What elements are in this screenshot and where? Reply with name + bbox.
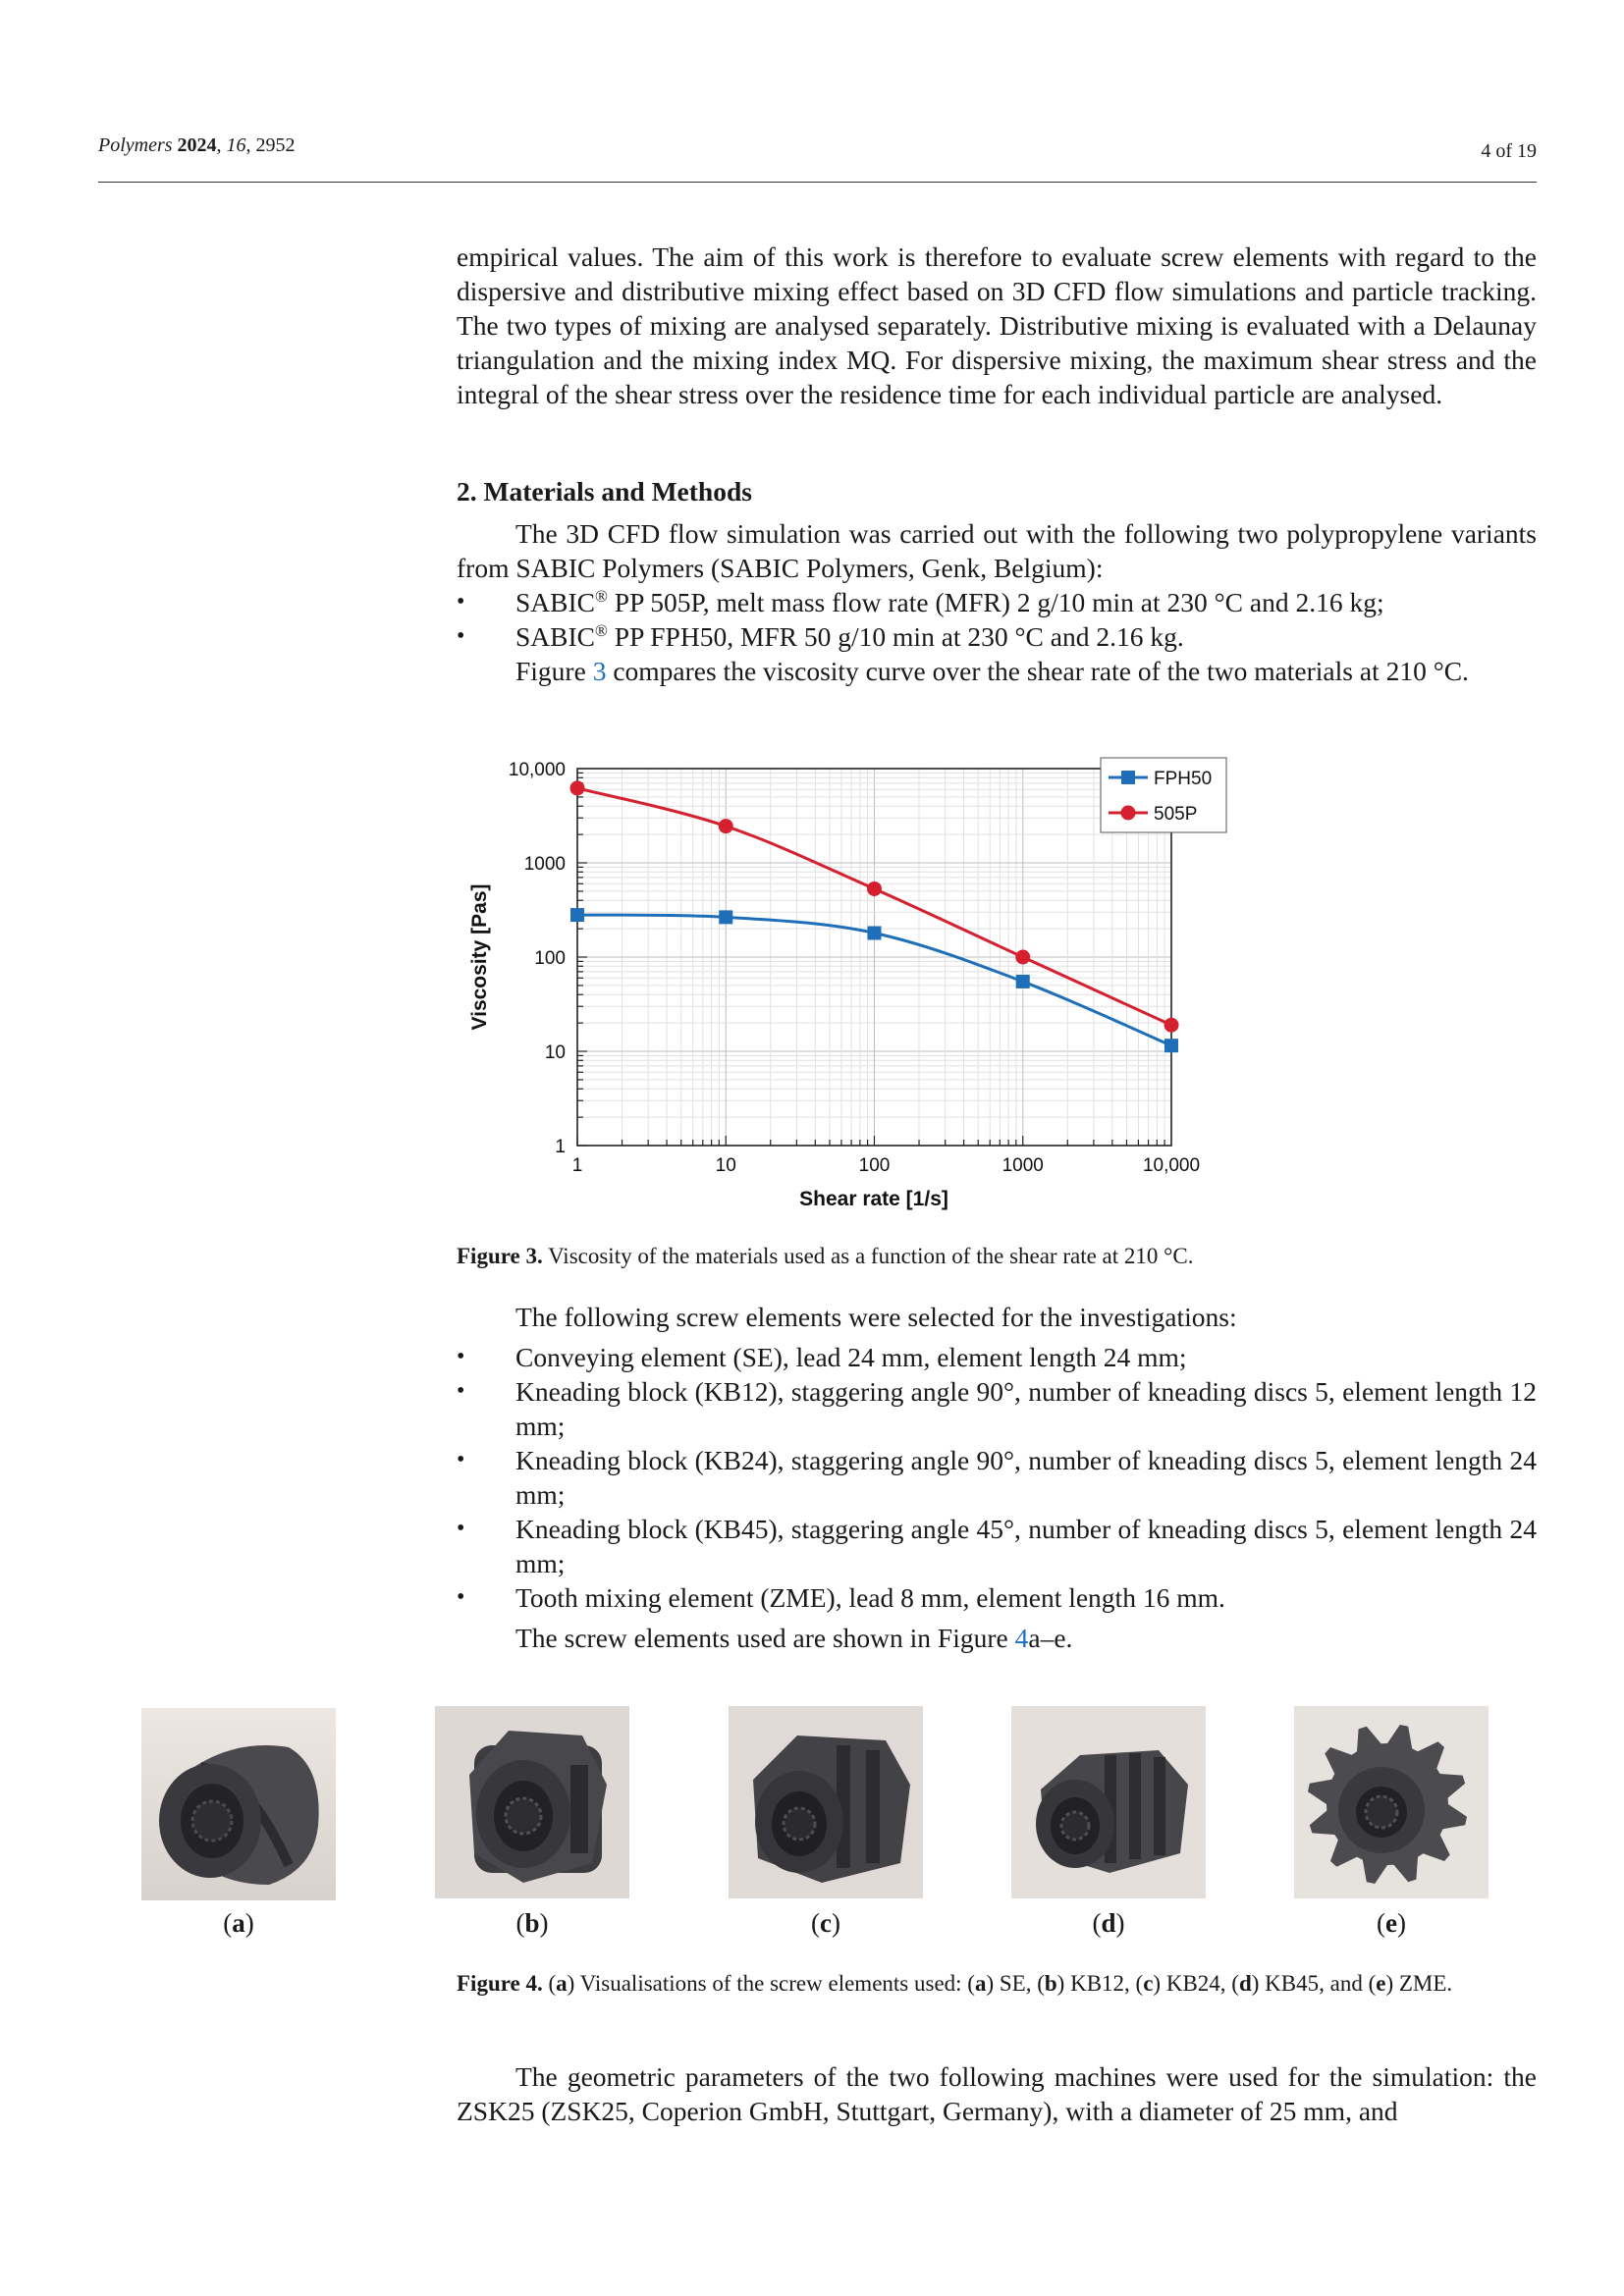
- data-point-505p: [570, 780, 585, 795]
- screw-photo-zme: [1294, 1706, 1489, 1898]
- materials-list: [457, 585, 1537, 654]
- figure3-reference-paragraph: Figure 3 compares the viscosity curve over the shear rate of the two materials at 210 °C.: [515, 656, 1469, 686]
- data-point-fph50: [1164, 1039, 1178, 1052]
- data-point-505p: [1015, 950, 1030, 965]
- data-point-505p: [1164, 1018, 1179, 1033]
- y-tick-label: 100: [534, 948, 566, 969]
- y-tick-labels: [509, 760, 566, 1157]
- list-item: • Tooth mixing element (ZME), lead 8 mm, element length 16 mm.: [457, 1580, 1537, 1615]
- data-point-fph50: [570, 908, 584, 922]
- data-point-fph50: [1016, 975, 1030, 988]
- journal-citation: Polymers 2024, 16, 2952: [98, 134, 296, 156]
- data-point-fph50: [868, 926, 882, 939]
- page-number: 4 of 19: [1481, 140, 1537, 162]
- figure4-caption-block: [457, 1967, 1537, 2000]
- data-point-505p: [867, 881, 882, 896]
- figure4-caption: Figure 4. (a) Visualisations of the screw elements used: (a) SE, (b) KB12, (c) KB24, (d) KB45, and (e) ZME.: [457, 1971, 1453, 1996]
- legend-marker: [1121, 771, 1135, 784]
- data-point-fph50: [719, 910, 732, 924]
- chart-legend: [1101, 758, 1226, 832]
- x-axis-title: Shear rate [1/s]: [799, 1188, 948, 1210]
- viscosity-chart: [447, 746, 1232, 1227]
- y-axis-title: Viscosity [Pas]: [468, 883, 491, 1031]
- methods-paragraph: The 3D CFD flow simulation was carried out with the following two polypropylene variants from SABIC Polymers (SABIC Polymers, Genk, Belgium):: [457, 518, 1537, 583]
- panel-label-d: (d): [1092, 1908, 1125, 1938]
- data-point-505p: [719, 819, 733, 833]
- screw-photo-kb45: [1011, 1706, 1206, 1898]
- machines-paragraph: The geometric parameters of the two following machines were used for the simulation: the ZSK25 (ZSK25, Coperion GmbH, Stuttgart, Germany), with a diameter of 25 mm, and: [457, 2061, 1537, 2126]
- y-tick-label: 1: [555, 1137, 566, 1157]
- list-item: • Kneading block (KB12), staggering angle 90°, number of kneading discs 5, element length 12 mm;: [457, 1374, 1537, 1443]
- list-item: • Kneading block (KB24), staggering angle 90°, number of kneading discs 5, element length 24 mm;: [457, 1443, 1537, 1512]
- screw-photo-kb12: [435, 1706, 629, 1898]
- legend-marker: [1121, 806, 1136, 821]
- gear-spline: [1366, 1796, 1397, 1828]
- legend-label: FPH50: [1154, 769, 1213, 789]
- chart-ticks: [577, 773, 1164, 1146]
- list-item: • Kneading block (KB45), staggering angle 45°, number of kneading discs 5, element length 24 mm;: [457, 1512, 1537, 1580]
- intro-block: [457, 240, 1537, 411]
- panel-label-e: (e): [1377, 1908, 1406, 1938]
- x-tick-labels: [572, 1155, 1200, 1176]
- x-tick-label: 10,000: [1142, 1155, 1201, 1176]
- panel-label-c: (c): [811, 1908, 840, 1938]
- journal-volume: 16: [226, 134, 246, 156]
- screw-intro: The following screw elements were selected for the investigations:: [515, 1302, 1237, 1332]
- article-number: 2952: [255, 134, 296, 156]
- panel-label-a: (a): [223, 1908, 254, 1938]
- section-methods: [457, 474, 1537, 688]
- list-item: • SABIC® PP FPH50, MFR 50 g/10 min at 230 °C and 2.16 kg.: [457, 619, 1537, 654]
- x-tick-label: 1000: [1001, 1155, 1044, 1176]
- screw-photo-kb24: [729, 1706, 923, 1898]
- figure3-link[interactable]: 3: [592, 656, 607, 686]
- page-header: [98, 133, 1537, 183]
- y-tick-label: 10: [544, 1042, 566, 1063]
- x-tick-label: 1: [571, 1155, 583, 1176]
- x-tick-label: 10: [715, 1155, 736, 1176]
- y-tick-label: 10,000: [508, 760, 566, 780]
- figure3-caption: Figure 3. Viscosity of the materials used as a function of the shear rate at 210 °C.: [457, 1244, 1194, 1268]
- chart-grid: [577, 769, 1171, 1146]
- screw-elements-list: [457, 1340, 1537, 1615]
- figure4-reference-paragraph: The screw elements used are shown in Figure 4a–e.: [515, 1623, 1073, 1653]
- intro-paragraph: empirical values. The aim of this work is therefore to evaluate screw elements with regard to the dispersive and distributive mixing effect based on 3D CFD flow simulations and particle tracking. The two types of mixing are analysed separately. Distributive mixing is evaluated with a Delaunay triangulation and the mixing index MQ. For dispersive mixing, the maximum shear stress and the integral of the shear stress over the residence time for each individual particle are analysed.: [457, 241, 1537, 409]
- screw-section: [457, 1300, 1537, 1655]
- journal-name: Polymers: [98, 134, 173, 156]
- figure3-caption-block: [457, 1240, 1537, 1272]
- panel-label-b: (b): [515, 1908, 549, 1938]
- legend-label: 505P: [1154, 804, 1198, 825]
- section-heading: 2. Materials and Methods: [457, 476, 752, 507]
- y-tick-label: 1000: [523, 854, 566, 875]
- screw-photo-se: [141, 1708, 336, 1900]
- list-item: • Conveying element (SE), lead 24 mm, element length 24 mm;: [457, 1340, 1537, 1374]
- figure4-link[interactable]: 4: [1014, 1623, 1029, 1653]
- x-tick-label: 100: [858, 1155, 891, 1176]
- machines-block: [457, 2059, 1537, 2128]
- list-item: • SABIC® PP 505P, melt mass flow rate (MFR) 2 g/10 min at 230 °C and 2.16 kg;: [457, 585, 1537, 619]
- journal-year: 2024: [177, 134, 217, 156]
